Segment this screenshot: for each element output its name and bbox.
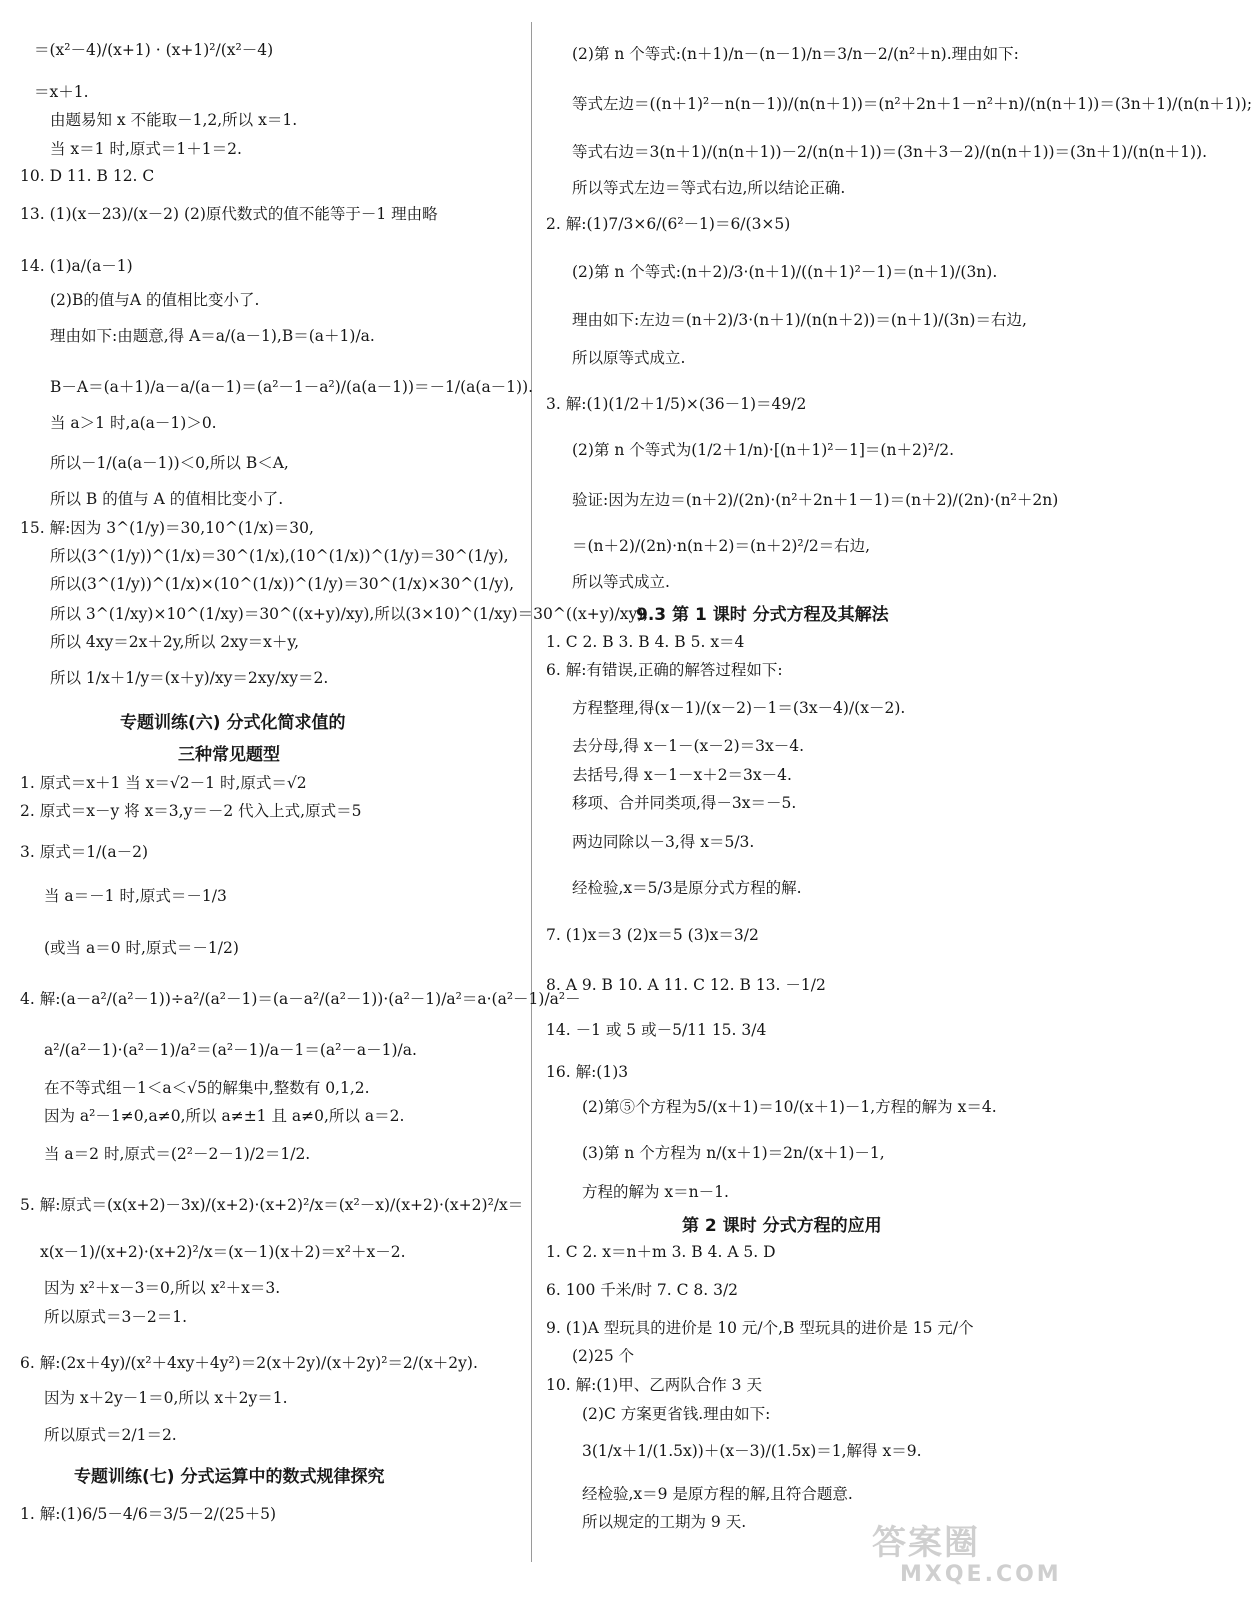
column-divider bbox=[531, 22, 532, 1562]
right-line-25: 14. －1 或 5 或－5/11 15. 3/4 bbox=[546, 1021, 767, 1039]
right-line-38: 经检验,x＝9 是原方程的解,且符合题意. bbox=[582, 1485, 853, 1503]
right-line-35: 10. 解:(1)甲、乙两队合作 3 天 bbox=[546, 1376, 762, 1394]
watermark-logo: 答案圈 bbox=[872, 1523, 980, 1563]
right-line-4: 所以等式左边＝等式右边,所以结论正确. bbox=[572, 179, 846, 197]
left-line-17: 所以 3^(1/xy)×10^(1/xy)＝30^((x+y)/xy),所以(3×10)^(1/xy)＝30^((x+y)/xy), bbox=[50, 605, 649, 623]
right-line-34: (2)25 个 bbox=[572, 1347, 635, 1365]
left-line-28: a²/(a²－1)·(a²－1)/a²＝(a²－1)/a－1＝(a²－a－1)/a. bbox=[44, 1041, 417, 1059]
right-line-22: 经检验,x＝5/3是原分式方程的解. bbox=[572, 879, 802, 897]
left-line-38: 所以原式＝2/1＝2. bbox=[44, 1426, 177, 1444]
right-line-19: 去括号,得 x－1－x＋2＝3x－4. bbox=[572, 766, 792, 784]
left-line-36: 6. 解:(2x＋4y)/(x²＋4xy＋4y²)＝2(x＋2y)/(x＋2y)²＝2/(x＋2y). bbox=[20, 1354, 478, 1372]
right-line-3: 等式右边＝3(n＋1)/(n(n＋1))－2/(n(n＋1))＝(3n＋3－2)/(n(n＋1))＝(3n＋1)/(n(n＋1)). bbox=[572, 143, 1208, 161]
left-line-3: 由题易知 x 不能取－1,2,所以 x＝1. bbox=[50, 111, 298, 129]
left-line-33: x(x－1)/(x+2)·(x+2)²/x＝(x－1)(x＋2)＝x²＋x－2. bbox=[40, 1243, 406, 1261]
right-line-7: 理由如下:左边＝(n＋2)/3·(n＋1)/(n(n＋2))＝(n＋1)/(3n)＝右边, bbox=[572, 311, 1027, 329]
section-heading-7: 专题训练(七) 分式运算中的数式规律探究 bbox=[74, 1467, 385, 1487]
right-line-26: 16. 解:(1)3 bbox=[546, 1063, 629, 1081]
right-line-36: (2)C 方案更省钱.理由如下: bbox=[582, 1405, 771, 1423]
left-line-13: 所以 B 的值与 A 的值相比变小了. bbox=[50, 490, 284, 508]
left-line-5: 10. D 11. B 12. C bbox=[20, 167, 155, 185]
right-line-8: 所以原等式成立. bbox=[572, 349, 686, 367]
left-line-8: (2)B的值与A 的值相比变小了. bbox=[50, 291, 260, 309]
left-line-6: 13. (1)(x－23)/(x－2) (2)原代数式的值不能等于－1 理由略 bbox=[20, 205, 438, 223]
right-line-18: 去分母,得 x－1－(x－2)＝3x－4. bbox=[572, 737, 805, 755]
left-line-12: 所以－1/(a(a－1))＜0,所以 B＜A, bbox=[50, 454, 289, 472]
right-line-23: 7. (1)x＝3 (2)x＝5 (3)x＝3/2 bbox=[546, 926, 759, 944]
left-line-22: 1. 原式＝x＋1 当 x＝√2－1 时,原式＝√2 bbox=[20, 774, 307, 792]
left-line-23: 2. 原式＝x－y 将 x＝3,y＝－2 代入上式,原式＝5 bbox=[20, 802, 362, 820]
left-line-7: 14. (1)a/(a－1) bbox=[20, 257, 133, 275]
right-line-16: 6. 解:有错误,正确的解答过程如下: bbox=[546, 661, 783, 679]
left-line-37: 因为 x＋2y－1＝0,所以 x＋2y＝1. bbox=[44, 1389, 288, 1407]
right-line-24: 8. A 9. B 10. A 11. C 12. B 13. －1/2 bbox=[546, 976, 826, 994]
right-line-37: 3(1/x＋1/(1.5x))＋(x－3)/(1.5x)＝1,解得 x＝9. bbox=[582, 1442, 922, 1460]
right-line-27: (2)第⑤个方程为5/(x＋1)＝10/(x＋1)－1,方程的解为 x＝4. bbox=[582, 1098, 997, 1116]
left-line-40: 1. 解:(1)6/5－4/6＝3/5－2/(25＋5) bbox=[20, 1505, 276, 1523]
section-heading-6b: 三种常见题型 bbox=[178, 745, 280, 765]
left-line-25: 当 a＝－1 时,原式＝－1/3 bbox=[44, 887, 227, 905]
left-line-30: 因为 a²－1≠0,a≠0,所以 a≠±1 且 a≠0,所以 a＝2. bbox=[44, 1107, 405, 1125]
right-line-21: 两边同除以－3,得 x＝5/3. bbox=[572, 833, 755, 851]
left-line-10: B－A＝(a＋1)/a－a/(a－1)＝(a²－1－a²)/(a(a－1))＝－1/(a(a－1)). bbox=[50, 378, 534, 396]
left-line-35: 所以原式＝3－2＝1. bbox=[44, 1308, 188, 1326]
right-line-1: (2)第 n 个等式:(n＋1)/n－(n－1)/n＝3/n－2/(n²＋n).理由如下: bbox=[572, 45, 1019, 63]
right-line-31: 1. C 2. x＝n＋m 3. B 4. A 5. D bbox=[546, 1243, 776, 1261]
left-line-16: 所以(3^(1/y))^(1/x)×(10^(1/x))^(1/y)＝30^(1/x)×30^(1/y), bbox=[50, 575, 515, 593]
left-line-32: 5. 解:原式＝(x(x+2)－3x)/(x+2)·(x+2)²/x＝(x²－x)/(x+2)·(x+2)²/x＝ bbox=[20, 1196, 524, 1214]
left-line-34: 因为 x²＋x－3＝0,所以 x²＋x＝3. bbox=[44, 1279, 281, 1297]
right-line-12: ＝(n＋2)/(2n)·n(n＋2)＝(n＋2)²/2＝右边, bbox=[572, 537, 871, 555]
right-line-32: 6. 100 千米/时 7. C 8. 3/2 bbox=[546, 1281, 739, 1299]
right-line-9: 3. 解:(1)(1/2＋1/5)×(36－1)＝49/2 bbox=[546, 395, 807, 413]
left-line-2: ＝x＋1. bbox=[34, 83, 89, 101]
right-line-10: (2)第 n 个等式为(1/2＋1/n)·[(n＋1)²－1]＝(n＋2)²/2. bbox=[572, 441, 955, 459]
left-line-26: (或当 a＝0 时,原式＝－1/2) bbox=[44, 939, 239, 957]
left-line-9: 理由如下:由题意,得 A＝a/(a－1),B＝(a＋1)/a. bbox=[50, 327, 375, 345]
left-line-15: 所以(3^(1/y))^(1/x)＝30^(1/x),(10^(1/x))^(1/y)＝30^(1/y), bbox=[50, 547, 509, 565]
right-line-5: 2. 解:(1)7/3×6/(6²－1)＝6/(3×5) bbox=[546, 215, 791, 233]
section-heading-9-3: 9.3 第 1 课时 分式方程及其解法 bbox=[636, 605, 889, 625]
watermark-site: MXQE.COM bbox=[900, 1562, 1062, 1587]
right-line-15: 1. C 2. B 3. B 4. B 5. x＝4 bbox=[546, 633, 745, 651]
right-line-33: 9. (1)A 型玩具的进价是 10 元/个,B 型玩具的进价是 15 元/个 bbox=[546, 1319, 974, 1337]
left-line-4: 当 x＝1 时,原式＝1＋1＝2. bbox=[50, 140, 242, 158]
right-line-6: (2)第 n 个等式:(n＋2)/3·(n＋1)/((n＋1)²－1)＝(n＋1)/(3n). bbox=[572, 263, 998, 281]
right-line-17: 方程整理,得(x－1)/(x－2)－1＝(3x－4)/(x－2). bbox=[572, 699, 906, 717]
right-line-20: 移项、合并同类项,得－3x＝－5. bbox=[572, 794, 797, 812]
left-line-27: 4. 解:(a－a²/(a²－1))÷a²/(a²－1)＝(a－a²/(a²－1))·(a²－1)/a²＝a·(a²－1)/a²－ bbox=[20, 990, 581, 1008]
right-line-39: 所以规定的工期为 9 天. bbox=[582, 1513, 747, 1531]
right-line-2: 等式左边＝((n＋1)²－n(n－1))/(n(n＋1))＝(n²＋2n＋1－n²＋n)/(n(n＋1))＝(3n＋1)/(n(n＋1)); bbox=[572, 95, 1252, 113]
right-line-28: (3)第 n 个方程为 n/(x＋1)＝2n/(x＋1)－1, bbox=[582, 1144, 885, 1162]
left-line-1: ＝(x²－4)/(x+1) · (x+1)²/(x²－4) bbox=[34, 41, 274, 59]
left-line-19: 所以 1/x＋1/y＝(x＋y)/xy＝2xy/xy＝2. bbox=[50, 669, 329, 687]
left-line-18: 所以 4xy＝2x＋2y,所以 2xy＝x＋y, bbox=[50, 633, 300, 651]
left-line-14: 15. 解:因为 3^(1/y)＝30,10^(1/x)＝30, bbox=[20, 519, 314, 537]
left-line-29: 在不等式组－1＜a＜√5的解集中,整数有 0,1,2. bbox=[44, 1079, 370, 1097]
right-line-29: 方程的解为 x＝n－1. bbox=[582, 1183, 729, 1201]
right-line-13: 所以等式成立. bbox=[572, 573, 670, 591]
left-line-24: 3. 原式＝1/(a－2) bbox=[20, 843, 148, 861]
right-line-11: 验证:因为左边＝(n＋2)/(2n)·(n²＋2n＋1－1)＝(n＋2)/(2n)·(n²＋2n) bbox=[572, 491, 1059, 509]
left-line-31: 当 a＝2 时,原式＝(2²－2－1)/2＝1/2. bbox=[44, 1145, 311, 1163]
section-heading-lesson-2: 第 2 课时 分式方程的应用 bbox=[682, 1216, 882, 1236]
left-line-11: 当 a＞1 时,a(a－1)＞0. bbox=[50, 414, 217, 432]
section-heading-6a: 专题训练(六) 分式化简求值的 bbox=[120, 713, 346, 733]
